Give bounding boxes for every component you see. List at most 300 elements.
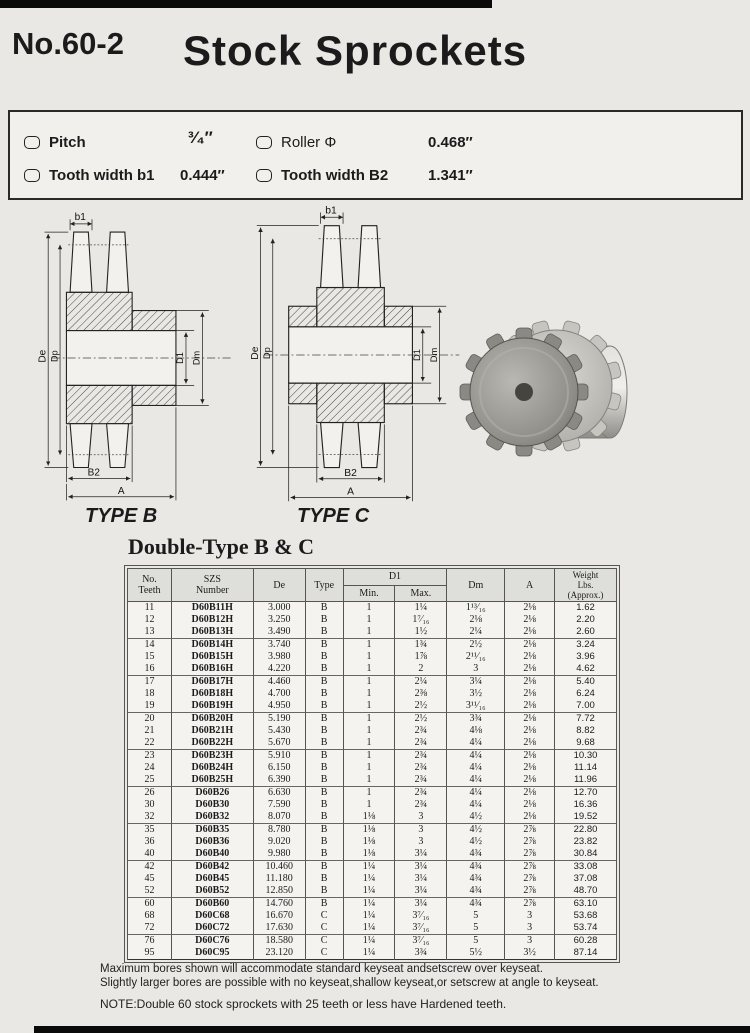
cell-weight: 10.30 — [555, 750, 617, 763]
table-row — [128, 787, 617, 800]
cell-type: B — [305, 700, 343, 713]
cell-weight: 11.14 — [555, 762, 617, 774]
cell-d1_max: 3⁷⁄₁₆ — [395, 910, 447, 922]
cell-d1_min: 1 — [343, 663, 395, 676]
cell-dm: 2⅛ — [447, 614, 505, 626]
cell-de: 10.460 — [253, 861, 305, 874]
cell-weight: 3.96 — [555, 651, 617, 663]
table-title: Double-Type B & C — [128, 534, 314, 559]
cell-szs: D60B23H — [171, 750, 253, 763]
cell-d1_max: 3 — [395, 811, 447, 824]
cell-type: B — [305, 836, 343, 848]
cell-type: B — [305, 639, 343, 652]
cell-weight: 7.00 — [555, 700, 617, 713]
cell-de: 5.670 — [253, 737, 305, 750]
cell-type: C — [305, 947, 343, 960]
cell-d1_max: 3⁷⁄₁₆ — [395, 922, 447, 935]
cell-dm: 2¼ — [447, 626, 505, 639]
cell-dm: 3¾ — [447, 713, 505, 726]
cell-d1_max: 1⁷⁄₁₆ — [395, 614, 447, 626]
cell-weight: 53.74 — [555, 922, 617, 935]
cell-a: 2⅞ — [505, 836, 555, 848]
spec-b1-value: 0.444″ — [180, 167, 225, 184]
cell-szs: D60B11H — [171, 602, 253, 615]
cell-szs: D60B40 — [171, 848, 253, 861]
sprocket-photo — [452, 290, 667, 495]
cell-weight: 22.80 — [555, 824, 617, 837]
table-row — [128, 861, 617, 874]
cell-de: 6.630 — [253, 787, 305, 800]
cell-d1_min: 1¼ — [343, 947, 395, 960]
col-d1: D1 — [343, 569, 447, 586]
cell-dm: 4¼ — [447, 774, 505, 787]
cell-d1_min: 1 — [343, 750, 395, 763]
cell-de: 4.700 — [253, 688, 305, 700]
table-row — [128, 663, 617, 676]
cell-d1_max: 2¾ — [395, 799, 447, 811]
cell-type: B — [305, 861, 343, 874]
col-d1-max: Max. — [395, 585, 447, 602]
cell-teeth: 22 — [128, 737, 172, 750]
cell-dm: 4¼ — [447, 762, 505, 774]
cell-d1_max: 1¾ — [395, 639, 447, 652]
cell-teeth: 23 — [128, 750, 172, 763]
cell-teeth: 20 — [128, 713, 172, 726]
cell-type: B — [305, 737, 343, 750]
cell-de: 9.980 — [253, 848, 305, 861]
table-row — [128, 651, 617, 663]
scan-edge-top — [0, 0, 492, 8]
col-de: De — [253, 569, 305, 602]
table-row — [128, 848, 617, 861]
cell-szs: D60C95 — [171, 947, 253, 960]
dim-de-label: De — [249, 346, 261, 360]
page-title: Stock Sprockets — [183, 27, 528, 74]
cell-type: C — [305, 935, 343, 948]
cell-szs: D60B26 — [171, 787, 253, 800]
cell-weight: 4.62 — [555, 663, 617, 676]
cell-d1_min: 1 — [343, 725, 395, 737]
cell-type: B — [305, 651, 343, 663]
spec-roller-label: Roller Φ — [281, 134, 337, 151]
cell-teeth: 14 — [128, 639, 172, 652]
cell-a: 2⅞ — [505, 848, 555, 861]
cell-a: 2⅛ — [505, 725, 555, 737]
cell-type: B — [305, 762, 343, 774]
cell-weight: 48.70 — [555, 885, 617, 898]
cell-dm: 4½ — [447, 824, 505, 837]
table-row — [128, 700, 617, 713]
catalog-number: No.60-2 — [12, 26, 124, 61]
cell-de: 4.950 — [253, 700, 305, 713]
table-row — [128, 614, 617, 626]
cell-dm: 4¾ — [447, 898, 505, 911]
cell-type: B — [305, 676, 343, 689]
cell-d1_min: 1 — [343, 676, 395, 689]
spec-b2-value: 1.341″ — [428, 167, 473, 184]
cell-de: 3.980 — [253, 651, 305, 663]
table-row — [128, 725, 617, 737]
cell-a: 3 — [505, 910, 555, 922]
cell-d1_max: 3¾ — [395, 947, 447, 960]
cell-teeth: 16 — [128, 663, 172, 676]
dim-dp-label: Dp — [49, 350, 60, 363]
cell-de: 3.000 — [253, 602, 305, 615]
cell-d1_min: 1 — [343, 626, 395, 639]
cell-a: 2⅞ — [505, 873, 555, 885]
cell-a: 2⅛ — [505, 774, 555, 787]
cell-dm: 5 — [447, 922, 505, 935]
cell-szs: D60C76 — [171, 935, 253, 948]
cell-weight: 33.08 — [555, 861, 617, 874]
cell-d1_min: 1 — [343, 774, 395, 787]
col-weight: Weight Lbs. (Approx.) — [555, 569, 617, 602]
cell-dm: 4½ — [447, 836, 505, 848]
dim-a-label: A — [117, 485, 125, 497]
cell-szs: D60B17H — [171, 676, 253, 689]
cell-teeth: 30 — [128, 799, 172, 811]
cell-weight: 60.28 — [555, 935, 617, 948]
spec-roller-value: 0.468″ — [428, 134, 473, 151]
cell-type: B — [305, 873, 343, 885]
col-teeth: No. Teeth — [128, 569, 172, 602]
cell-a: 3 — [505, 922, 555, 935]
hardened-teeth-note: NOTE:Double 60 stock sprockets with 25 teeth or less have Hardened teeth. — [100, 997, 507, 1011]
spec-b1-label: Tooth width b1 — [49, 167, 155, 184]
type-c-caption: TYPE C — [297, 505, 370, 527]
cell-d1_max: 2¾ — [395, 725, 447, 737]
table-row — [128, 922, 617, 935]
cell-d1_min: 1¼ — [343, 861, 395, 874]
cell-d1_min: 1 — [343, 713, 395, 726]
dim-dm-label: Dm — [191, 350, 202, 366]
spec-pitch-value: ³⁄₄″ — [188, 128, 213, 147]
cell-teeth: 35 — [128, 824, 172, 837]
cell-de: 9.020 — [253, 836, 305, 848]
dim-b1-label: b1 — [74, 212, 86, 224]
dim-a-label: A — [347, 486, 354, 498]
table-body — [128, 602, 617, 960]
cell-teeth: 45 — [128, 873, 172, 885]
cell-d1_max: 2¾ — [395, 774, 447, 787]
cell-weight: 11.96 — [555, 774, 617, 787]
dim-b2-label: B2 — [344, 467, 357, 479]
cell-de: 3.740 — [253, 639, 305, 652]
col-dm: Dm — [447, 569, 505, 602]
cell-de: 8.070 — [253, 811, 305, 824]
cell-de: 14.760 — [253, 898, 305, 911]
cell-a: 2⅛ — [505, 614, 555, 626]
cell-dm: 5 — [447, 935, 505, 948]
cell-de: 12.850 — [253, 885, 305, 898]
dim-d1-label: D1 — [411, 349, 422, 361]
cell-teeth: 25 — [128, 774, 172, 787]
cell-a: 2⅛ — [505, 688, 555, 700]
scan-edge-bottom — [34, 1026, 750, 1033]
table-row — [128, 676, 617, 689]
cell-teeth: 17 — [128, 676, 172, 689]
type-b-drawing — [28, 212, 260, 504]
cell-type: B — [305, 725, 343, 737]
cell-dm: 3½ — [447, 688, 505, 700]
cell-d1_max: 2¾ — [395, 787, 447, 800]
table-row — [128, 602, 617, 615]
cell-d1_min: 1 — [343, 799, 395, 811]
cell-a: 2⅛ — [505, 676, 555, 689]
cell-szs: D60B20H — [171, 713, 253, 726]
cell-de: 4.220 — [253, 663, 305, 676]
cell-d1_max: 3⁷⁄₁₆ — [395, 935, 447, 948]
spec-roller — [256, 134, 336, 151]
cell-de: 6.390 — [253, 774, 305, 787]
spec-pitch-label: Pitch — [49, 134, 86, 151]
cell-a: 3½ — [505, 947, 555, 960]
cell-d1_min: 1¼ — [343, 922, 395, 935]
cell-weight: 16.36 — [555, 799, 617, 811]
cell-de: 5.910 — [253, 750, 305, 763]
cell-de: 17.630 — [253, 922, 305, 935]
cell-d1_max: 3 — [395, 824, 447, 837]
cell-d1_max: 1½ — [395, 626, 447, 639]
table-row — [128, 639, 617, 652]
cell-a: 2⅛ — [505, 602, 555, 615]
cell-d1_min: 1¼ — [343, 873, 395, 885]
footnote-line2: Slightly larger bores are possible with no keyseat,shallow keyseat,or setscrew at angle to keyseat. — [100, 977, 599, 989]
cell-d1_max: 3¼ — [395, 873, 447, 885]
cell-dm: 5½ — [447, 947, 505, 960]
cell-d1_max: 1¼ — [395, 602, 447, 615]
cell-a: 2⅛ — [505, 750, 555, 763]
cell-a: 2⅛ — [505, 639, 555, 652]
cell-szs: D60B60 — [171, 898, 253, 911]
cell-de: 6.150 — [253, 762, 305, 774]
spec-tooth-b2 — [256, 167, 388, 184]
cell-weight: 6.24 — [555, 688, 617, 700]
cell-type: B — [305, 774, 343, 787]
table-header — [128, 569, 617, 602]
table-row — [128, 750, 617, 763]
cell-d1_max: 2¾ — [395, 750, 447, 763]
cell-szs: D60C72 — [171, 922, 253, 935]
cell-dm: 4¾ — [447, 873, 505, 885]
cell-weight: 19.52 — [555, 811, 617, 824]
footnotes — [100, 962, 660, 990]
cell-weight: 2.20 — [555, 614, 617, 626]
cell-d1_min: 1 — [343, 614, 395, 626]
checkbox-icon — [24, 169, 40, 182]
cell-teeth: 72 — [128, 922, 172, 935]
cell-a: 2⅛ — [505, 799, 555, 811]
cell-d1_min: 1 — [343, 700, 395, 713]
cell-type: B — [305, 848, 343, 861]
cell-dm: 4¾ — [447, 861, 505, 874]
table-row — [128, 824, 617, 837]
cell-dm: 4¾ — [447, 885, 505, 898]
cell-d1_min: 1 — [343, 639, 395, 652]
cell-d1_max: 2½ — [395, 700, 447, 713]
cell-a: 2⅛ — [505, 700, 555, 713]
col-type: Type — [305, 569, 343, 602]
spec-pitch — [24, 134, 86, 151]
cell-d1_min: 1⅛ — [343, 848, 395, 861]
cell-de: 18.580 — [253, 935, 305, 948]
cell-a: 2⅛ — [505, 737, 555, 750]
cell-a: 2⅛ — [505, 663, 555, 676]
cell-type: B — [305, 688, 343, 700]
cell-d1_min: 1 — [343, 602, 395, 615]
cell-teeth: 42 — [128, 861, 172, 874]
cell-dm: 3 — [447, 663, 505, 676]
cell-szs: D60B19H — [171, 700, 253, 713]
cell-teeth: 11 — [128, 602, 172, 615]
cell-dm: 3¼ — [447, 676, 505, 689]
cell-dm: 4⅛ — [447, 725, 505, 737]
cell-de: 7.590 — [253, 799, 305, 811]
table-row — [128, 799, 617, 811]
cell-type: B — [305, 602, 343, 615]
cell-szs: D60B14H — [171, 639, 253, 652]
table-row — [128, 873, 617, 885]
cell-d1_min: 1¼ — [343, 910, 395, 922]
cell-szs: D60B15H — [171, 651, 253, 663]
cell-a: 2⅛ — [505, 762, 555, 774]
cell-de: 8.780 — [253, 824, 305, 837]
cell-szs: D60B13H — [171, 626, 253, 639]
checkbox-icon — [256, 169, 272, 182]
cell-szs: D60B42 — [171, 861, 253, 874]
dim-b1-label: b1 — [325, 205, 337, 217]
cell-weight: 37.08 — [555, 873, 617, 885]
cell-teeth: 18 — [128, 688, 172, 700]
cell-weight: 1.62 — [555, 602, 617, 615]
sprocket-table — [127, 568, 617, 960]
cell-teeth: 76 — [128, 935, 172, 948]
cell-szs: D60B12H — [171, 614, 253, 626]
table-row — [128, 947, 617, 960]
cell-d1_min: 1¼ — [343, 885, 395, 898]
dim-dp-label: Dp — [261, 347, 272, 360]
spec-b2-label: Tooth width B2 — [281, 167, 389, 184]
cell-teeth: 12 — [128, 614, 172, 626]
cell-type: B — [305, 898, 343, 911]
cell-d1_max: 3¼ — [395, 885, 447, 898]
cell-d1_max: 2⅜ — [395, 688, 447, 700]
cell-de: 16.670 — [253, 910, 305, 922]
cell-type: B — [305, 885, 343, 898]
cell-teeth: 19 — [128, 700, 172, 713]
cell-weight: 3.24 — [555, 639, 617, 652]
cell-dm: 4¾ — [447, 848, 505, 861]
cell-d1_max: 3¼ — [395, 898, 447, 911]
cell-type: C — [305, 922, 343, 935]
cell-teeth: 24 — [128, 762, 172, 774]
cell-a: 2⅛ — [505, 626, 555, 639]
cell-weight: 30.84 — [555, 848, 617, 861]
table-row — [128, 737, 617, 750]
cell-type: B — [305, 626, 343, 639]
cell-dm: 4¼ — [447, 737, 505, 750]
checkbox-icon — [256, 136, 272, 149]
table-row — [128, 762, 617, 774]
cell-dm: 4¼ — [447, 799, 505, 811]
table-row — [128, 626, 617, 639]
cell-teeth: 26 — [128, 787, 172, 800]
cell-type: B — [305, 614, 343, 626]
cell-d1_max: 3¼ — [395, 848, 447, 861]
dim-de-label: De — [37, 349, 49, 363]
cell-a: 2⅞ — [505, 885, 555, 898]
cell-szs: D60B24H — [171, 762, 253, 774]
cell-type: C — [305, 910, 343, 922]
cell-teeth: 52 — [128, 885, 172, 898]
cell-d1_min: 1⅛ — [343, 836, 395, 848]
cell-d1_min: 1⅛ — [343, 811, 395, 824]
cell-a: 2⅛ — [505, 811, 555, 824]
dim-b2-label: B2 — [87, 467, 100, 479]
cell-a: 2⅛ — [505, 651, 555, 663]
cell-dm: 3¹¹⁄₁₆ — [447, 700, 505, 713]
cell-dm: 2¹¹⁄₁₆ — [447, 651, 505, 663]
cell-d1_min: 1 — [343, 762, 395, 774]
cell-d1_max: 3¼ — [395, 861, 447, 874]
col-d1-min: Min. — [343, 585, 395, 602]
cell-teeth: 32 — [128, 811, 172, 824]
checkbox-icon — [24, 136, 40, 149]
cell-szs: D60B30 — [171, 799, 253, 811]
cell-dm: 1¹³⁄₁₆ — [447, 602, 505, 615]
cell-szs: D60B45 — [171, 873, 253, 885]
cell-dm: 4¼ — [447, 787, 505, 800]
table-row — [128, 885, 617, 898]
cell-type: B — [305, 663, 343, 676]
cell-d1_max: 2 — [395, 663, 447, 676]
cell-de: 11.180 — [253, 873, 305, 885]
cell-d1_min: 1¼ — [343, 898, 395, 911]
cell-d1_min: 1 — [343, 651, 395, 663]
cell-d1_min: 1 — [343, 688, 395, 700]
specs-box — [8, 110, 743, 200]
cell-weight: 23.82 — [555, 836, 617, 848]
cell-d1_max: 2¾ — [395, 762, 447, 774]
cell-teeth: 36 — [128, 836, 172, 848]
cell-teeth: 40 — [128, 848, 172, 861]
footnote-line1: Maximum bores shown will accommodate standard keyseat andsetscrew over keyseat. — [100, 963, 543, 975]
cell-weight: 7.72 — [555, 713, 617, 726]
cell-teeth: 15 — [128, 651, 172, 663]
table-row — [128, 774, 617, 787]
table-row — [128, 836, 617, 848]
cell-de: 5.430 — [253, 725, 305, 737]
table-row — [128, 713, 617, 726]
cell-szs: D60B25H — [171, 774, 253, 787]
cell-weight: 5.40 — [555, 676, 617, 689]
cell-dm: 5 — [447, 910, 505, 922]
cell-d1_max: 1⅞ — [395, 651, 447, 663]
cell-szs: D60B36 — [171, 836, 253, 848]
cell-de: 3.490 — [253, 626, 305, 639]
table-row — [128, 910, 617, 922]
cell-szs: D60B32 — [171, 811, 253, 824]
table-row — [128, 898, 617, 911]
cell-szs: D60B22H — [171, 737, 253, 750]
cell-d1_max: 2½ — [395, 713, 447, 726]
cell-teeth: 68 — [128, 910, 172, 922]
cell-weight: 2.60 — [555, 626, 617, 639]
dim-dm-label: Dm — [428, 347, 439, 363]
cell-d1_min: 1⅛ — [343, 824, 395, 837]
cell-dm: 4¼ — [447, 750, 505, 763]
cell-szs: D60B16H — [171, 663, 253, 676]
